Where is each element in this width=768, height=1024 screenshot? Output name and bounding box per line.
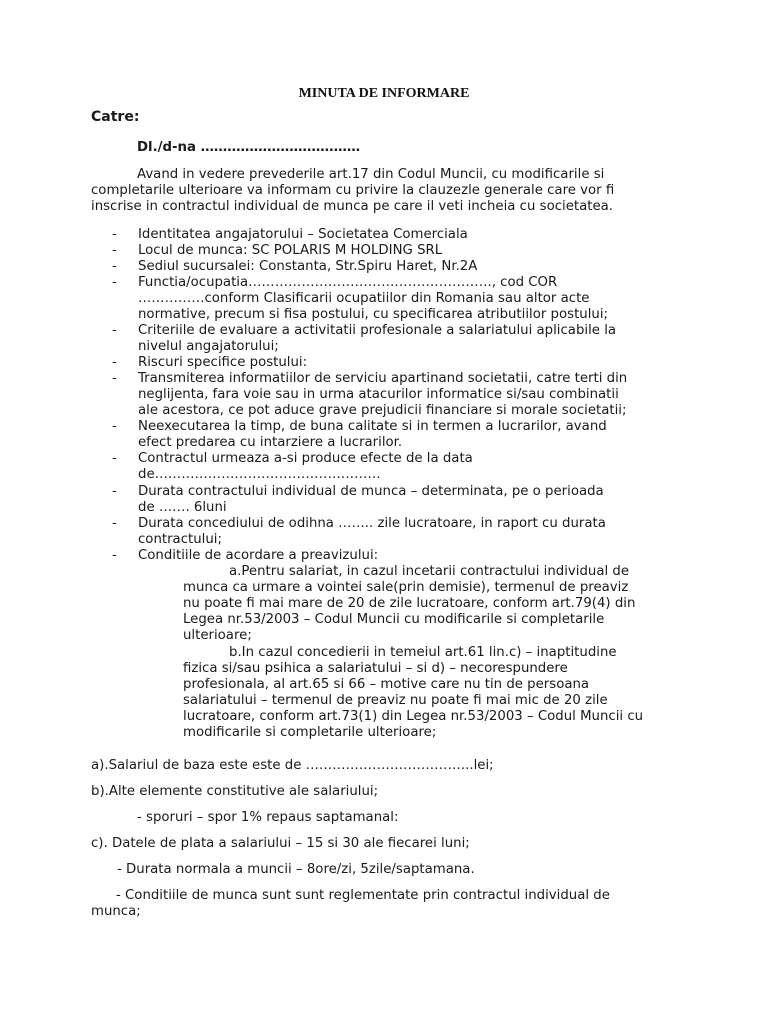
working-hours-line: - Durata normala a muncii – 8ore/zi, 5zile/saptamana. bbox=[117, 862, 475, 877]
list-item-line: Criteriile de evaluare a activitatii profesionale a salariatului aplicabile la bbox=[138, 323, 617, 338]
list-item-line: Sediul sucursalei: Constanta, Str.Spiru Haret, Nr.2A bbox=[138, 259, 478, 274]
bullet-dash: - bbox=[112, 419, 117, 434]
list-item-line: Locul de munca: SC POLARIS M HOLDING SRL bbox=[138, 243, 443, 258]
list-item-line: Identitatea angajatorului – Societatea Comerciala bbox=[138, 227, 468, 242]
list-item-line: nivelul angajatorului; bbox=[138, 339, 279, 354]
bullet-dash: - bbox=[112, 484, 117, 499]
clause-line: Legea nr.53/2003 – Codul Muncii cu modificarile si completarile bbox=[183, 612, 605, 627]
bullet-dash: - bbox=[112, 451, 117, 466]
bullet-dash: - bbox=[112, 259, 117, 274]
list-item bbox=[138, 371, 668, 419]
intro-line: Avand in vedere prevederile art.17 din Codul Muncii, cu modificarile si bbox=[137, 167, 605, 182]
bonuses-line: - sporuri – spor 1% repaus saptamanal: bbox=[137, 810, 399, 825]
list-item bbox=[138, 548, 668, 564]
working-conditions-paragraph bbox=[91, 888, 691, 920]
clause-line: lucratoare, conform art.73(1) din Legea nr.53/2003 – Codul Muncii cu bbox=[183, 709, 644, 724]
list-item bbox=[138, 323, 668, 355]
intro-line: inscrise in contractul individual de munca pe care il veti incheia cu societatea. bbox=[91, 199, 614, 214]
list-item-line: ……………conform Clasificarii ocupatiilor din Romania sau altor acte bbox=[138, 291, 590, 306]
clause-line: profesionala, al art.65 si 66 – motive care nu tin de persoana bbox=[183, 677, 590, 692]
list-item-line: efect predarea cu intarziere a lucrarilor. bbox=[138, 435, 403, 450]
document-title: MINUTA DE INFORMARE bbox=[298, 86, 470, 101]
bullet-dash: - bbox=[112, 371, 117, 386]
list-item-line: normative, precum si fisa postului, cu specificarea atributiilor postului; bbox=[138, 307, 609, 322]
list-item bbox=[138, 419, 668, 451]
intro-paragraph bbox=[91, 167, 691, 215]
list-item-line: Conditiile de acordare a preavizului: bbox=[138, 548, 379, 563]
notice-clause-a bbox=[183, 564, 683, 644]
list-item bbox=[138, 259, 668, 275]
list-item-line: de…………………………………………… bbox=[138, 467, 381, 482]
salary-components-line: b).Alte elemente constitutive ale salariului; bbox=[91, 784, 379, 799]
notice-clause-b bbox=[183, 645, 683, 741]
bullet-dash: - bbox=[112, 275, 117, 290]
list-item-line: Durata contractului individual de munca – determinata, pe o perioada bbox=[138, 484, 604, 499]
clause-line: modificarile si completarile ulterioare; bbox=[183, 725, 437, 740]
list-item-line: Neexecutarea la timp, de buna calitate si in termen a lucrarilor, avand bbox=[138, 419, 607, 434]
list-item bbox=[138, 227, 668, 243]
list-item-line: Contractul urmeaza a-si produce efecte de la data bbox=[138, 451, 473, 466]
payment-dates-line: c). Datele de plata a salariului – 15 si 30 ale fiecarei luni; bbox=[91, 836, 470, 851]
clause-line: fizica si/sau psihica a salariatului – si d) – necorespundere bbox=[183, 661, 568, 676]
bullet-dash: - bbox=[112, 323, 117, 338]
conditions-line: munca; bbox=[91, 904, 141, 919]
intro-line: completarile ulterioare va informam cu privire la clauzezle generale care vor fi bbox=[91, 183, 615, 198]
list-item-line: neglijenta, fara voie sau in urma atacurilor informatice si/sau combinatii bbox=[138, 387, 619, 402]
addressee-label: Catre: bbox=[91, 109, 140, 125]
list-item-line: ale acestora, ce pot aduce grave prejudicii financiare si morale societatii; bbox=[138, 403, 627, 418]
clause-line: ulterioare; bbox=[183, 628, 252, 643]
addressee-name-line: Dl./d-na ……………………………… bbox=[137, 140, 361, 155]
list-item-line: Durata concediului de odihna …….. zile lucratoare, in raport cu durata bbox=[138, 516, 606, 531]
clause-line: salariatului – termenul de preaviz nu poate fi mai mic de 20 zile bbox=[183, 693, 608, 708]
base-salary-line: a).Salariul de baza este este de ………………………………..lei; bbox=[91, 758, 494, 773]
clause-line: b.In cazul concedierii in temeiul art.61 lin.c) – inaptitudine bbox=[229, 645, 617, 660]
list-item-line: Riscuri specifice postului: bbox=[138, 355, 308, 370]
clause-line: a.Pentru salariat, in cazul incetarii contractului individual de bbox=[229, 564, 630, 579]
list-item bbox=[138, 243, 668, 259]
list-item bbox=[138, 516, 668, 548]
list-item-line: de ……. 6luni bbox=[138, 500, 227, 515]
list-item-line: Transmiterea informatiilor de serviciu apartinand societatii, catre terti din bbox=[138, 371, 628, 386]
list-item-line: Functia/ocupatia………………………………………………., cod COR bbox=[138, 275, 558, 290]
list-item bbox=[138, 484, 668, 516]
list-item bbox=[138, 355, 668, 371]
list-item-line: contractului; bbox=[138, 532, 222, 547]
bullet-dash: - bbox=[112, 516, 117, 531]
list-item bbox=[138, 275, 668, 323]
clause-line: nu poate fi mai mare de 20 de zile lucratoare, conform art.79(4) din bbox=[183, 596, 636, 611]
conditions-line: - Conditiile de munca sunt sunt reglementate prin contractul individual de bbox=[116, 888, 610, 903]
list-item bbox=[138, 451, 668, 483]
bullet-dash: - bbox=[112, 548, 117, 563]
clause-line: munca ca urmare a vointei sale(prin demisie), termenul de preaviz bbox=[183, 580, 629, 595]
bullet-dash: - bbox=[112, 243, 117, 258]
bullet-dash: - bbox=[112, 355, 117, 370]
bullet-dash: - bbox=[112, 227, 117, 242]
